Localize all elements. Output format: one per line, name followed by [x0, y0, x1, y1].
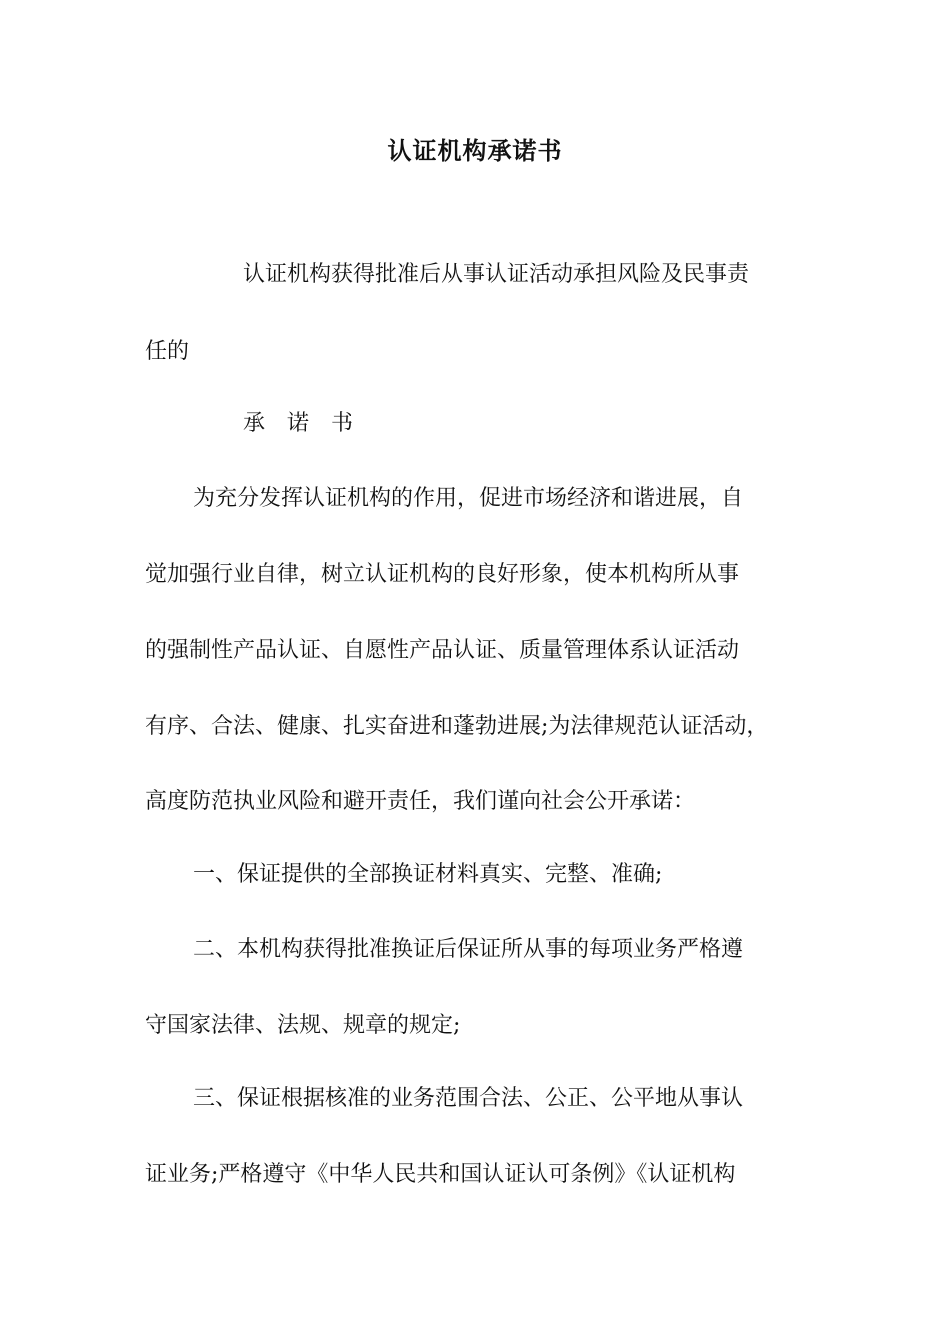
- subtitle-line-2: 任的: [145, 339, 190, 364]
- pledge-item-2-line-1: 二、本机构获得批准换证后保证所从事的每项业务严格遵: [193, 937, 744, 962]
- pledge-item-3-line-1: 三、保证根据核准的业务范围合法、公正、公平地从事认: [193, 1086, 744, 1111]
- body-line-4: 有序、合法、健康、扎实奋进和蓬勃进展;为法律规范认证活动，: [145, 714, 769, 739]
- pledge-item-3-line-2: 证业务;严格遵守《中华人民共和国认证认可条例》《认证机构: [145, 1162, 736, 1187]
- body-line-5: 高度防范执业风险和避开责任，我们谨向社会公开承诺：: [145, 789, 696, 814]
- pledge-item-2-line-2: 守国家法律、法规、规章的规定;: [145, 1013, 461, 1038]
- body-line-2: 觉加强行业自律，树立认证机构的良好形象，使本机构所从事: [145, 562, 740, 587]
- subtitle-line-1: 认证机构获得批准后从事认证活动承担风险及民事责: [243, 262, 750, 287]
- body-line-1: 为充分发挥认证机构的作用，促进市场经济和谐进展，自: [193, 486, 744, 511]
- page-title: 认证机构承诺书: [387, 136, 563, 165]
- pledge-heading: 承 诺 书: [243, 411, 354, 436]
- body-line-3: 的强制性产品认证、自愿性产品认证、质量管理体系认证活动: [145, 638, 740, 663]
- pledge-item-1: 一、保证提供的全部换证材料真实、完整、准确;: [193, 862, 663, 887]
